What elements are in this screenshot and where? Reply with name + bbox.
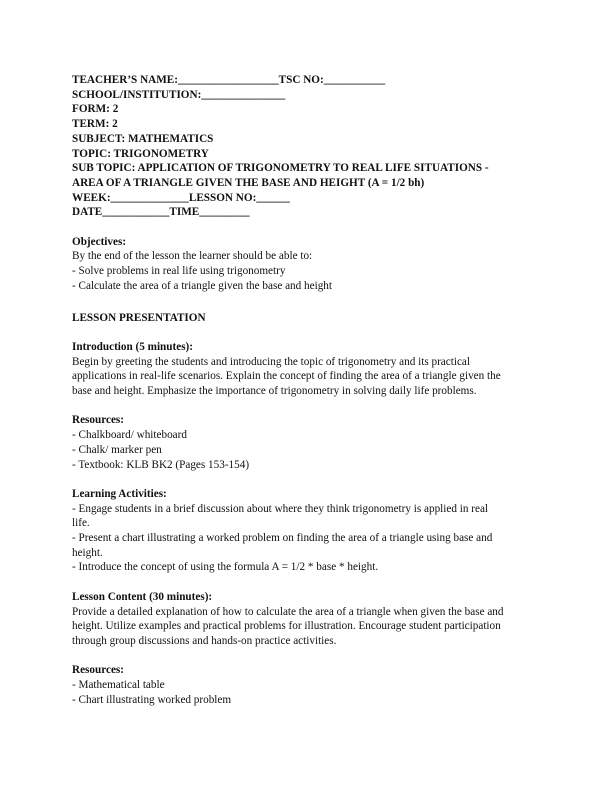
activity-line: - Engage students in a brief discussion about where they think trigonometry is applied in real [72,502,489,515]
resources-heading: Resources: [72,664,124,677]
resource-item: - Chart illustrating worked problem [72,693,232,706]
paragraph-line: Begin by greeting the students and introducing the topic of trigonometry and its practical [72,355,470,368]
lesson-content-section [72,590,542,649]
activity-line: height. [72,546,103,559]
paragraph-line: Provide a detailed explanation of how to calculate the area of a triangle when given the base and [72,605,504,618]
lesson-plan-page [72,73,542,707]
introduction-section [72,340,542,399]
resource-item: - Textbook: KLB BK2 (Pages 153-154) [72,458,250,471]
paragraph-line: base and height. Emphasize the importance of trigonometry in solving daily life problems. [72,385,477,398]
resources-heading: Resources: [72,414,124,427]
paragraph-line: through group discussions and hands-on practice activities. [72,634,337,647]
subject-line: SUBJECT: MATHEMATICS [72,132,214,145]
learning-activities-heading: Learning Activities: [72,487,167,500]
term-line: TERM: 2 [72,118,118,131]
objective-item: - Calculate the area of a triangle given the base and height [72,279,332,292]
sub-topic-line-2: AREA OF A TRIANGLE GIVEN THE BASE AND HEIGHT (A = 1/2 bh) [72,176,425,189]
lesson-presentation-heading: LESSON PRESENTATION [72,311,206,324]
objective-item: - Solve problems in real life using trigonometry [72,265,286,278]
resource-item: - Chalkboard/ whiteboard [72,429,187,442]
teacher-line: TEACHER’S NAME:__________________TSC NO:___________ [72,74,386,86]
school-line: SCHOOL/INSTITUTION:_______________ [72,88,286,101]
introduction-heading: Introduction (5 minutes): [72,340,193,353]
objectives-heading: Objectives: [72,235,127,248]
form-line: FORM: 2 [72,103,119,116]
resources-section [72,413,542,472]
activity-line: - Present a chart illustrating a worked problem on finding the area of a triangle using base and [72,532,493,545]
learning-activities-section [72,487,542,575]
activity-line: life. [72,517,90,530]
resource-item: - Chalk/ marker pen [72,443,162,456]
activity-line: - Introduce the concept of using the formula A = 1/2 * base * height. [72,561,379,574]
sub-topic-line: SUB TOPIC: APPLICATION OF TRIGONOMETRY TO REAL LIFE SITUATIONS - [72,162,489,175]
paragraph-line: applications in real-life scenarios. Explain the concept of finding the area of a triangle given the [72,370,501,383]
resource-item: - Mathematical table [72,679,165,692]
objectives-section [72,235,542,294]
date-line: DATE____________TIME_________ [72,206,250,219]
topic-line: TOPIC: TRIGONOMETRY [72,147,209,160]
objectives-intro: By the end of the lesson the learner should be able to: [72,250,313,263]
header-block [72,73,542,220]
week-line: WEEK:______________LESSON NO:______ [72,191,290,204]
lesson-content-heading: Lesson Content (30 minutes): [72,590,213,603]
resources-section-2 [72,663,542,707]
paragraph-line: height. Utilize examples and practical problems for illustration. Encourage student participation [72,620,501,633]
